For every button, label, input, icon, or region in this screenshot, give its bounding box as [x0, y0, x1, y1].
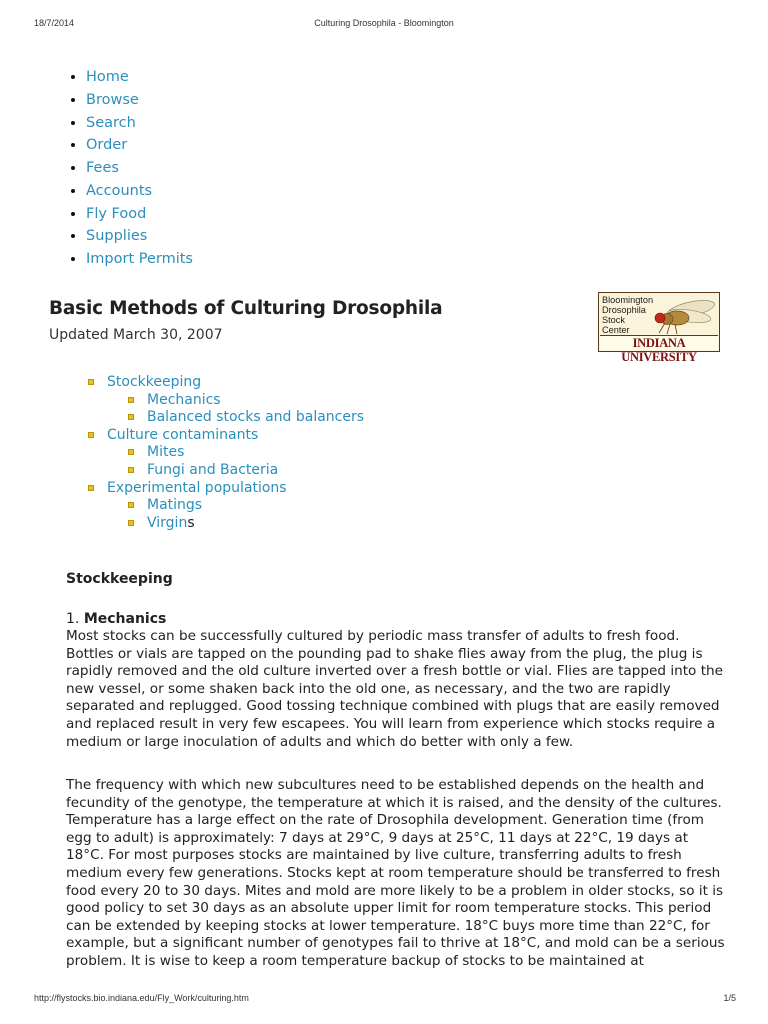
nav-link-fly-food[interactable]: Fly Food [86, 205, 147, 222]
nav-item-supplies [86, 225, 193, 248]
nav-link-search[interactable]: Search [86, 114, 136, 131]
toc-item [126, 444, 364, 462]
print-date: 18/7/2014 [34, 18, 75, 28]
nav-item-browse [86, 89, 193, 112]
print-url: http://flystocks.bio.indiana.edu/Fly_Work/culturing.htm [34, 993, 249, 1003]
print-footer [0, 993, 768, 1007]
toc-link-mechanics[interactable]: Mechanics [147, 391, 221, 408]
toc-sublist [107, 392, 364, 427]
toc-item [126, 515, 364, 533]
nav-item-fly-food [86, 203, 193, 226]
nav-item-import-permits [86, 248, 193, 271]
toc-sublist [107, 444, 364, 479]
toc-item [126, 409, 364, 427]
nav-link-import-permits[interactable]: Import Permits [86, 251, 193, 267]
nav-item-accounts [86, 180, 193, 203]
toc-link-fungi-bacteria[interactable]: Fungi and Bacteria [147, 461, 279, 478]
subheading-number: 1. [66, 611, 84, 627]
body-paragraph: The frequency with which new subcultures need to be established depends on the health and fecundity of the genotype, the temperature at which it is raised, and the density of the cultures. Temperature has a large effect on the rate of Drosophila development. Generation time (from egg to adult) is approximately: 7 days at 29°C, 9 days at 25°C, 11 days at 22°C, 19 days at 18°C. For most purposes stocks are maintained by live culture, transferring adults to fresh medium every few generations. Stocks kept at room temperature should be transferred to fresh food every 20 to 30 days. Mites and mold are more likely to be a problem in older stocks, so it is good policy to set 30 days as an absolute upper limit for room temperature stocks. This period can be extended by keeping stocks at lower temperature. 18°C buys more time than 22°C, for example, but a significant number of genotypes fail to thrive at 18°C, and mold can be a serious problem. It is wise to keep a room temperature backup of stocks to be maintained at [66, 777, 725, 969]
toc-link-culture-contaminants[interactable]: Culture contaminants [107, 426, 259, 443]
toc-virgins-suffix: s [187, 514, 195, 531]
table-of-contents [86, 374, 364, 532]
nav-link-accounts[interactable]: Accounts [86, 182, 153, 199]
toc-item [126, 497, 364, 515]
toc-link-mites[interactable]: Mites [147, 444, 185, 461]
nav-link-home[interactable]: Home [86, 69, 129, 85]
toc-item [86, 374, 364, 427]
toc-link-experimental-populations[interactable]: Experimental populations [107, 479, 287, 496]
toc-item [126, 462, 364, 480]
logo-line: Stock [602, 315, 625, 326]
print-page-number: 1/5 [723, 993, 736, 1003]
logo-university-band: INDIANA UNIVERSITY [600, 335, 718, 350]
nav-link-browse[interactable]: Browse [86, 91, 139, 108]
nav-item-home [86, 66, 193, 89]
bdsc-logo[interactable] [598, 292, 720, 364]
logo-line: Drosophila [602, 305, 646, 316]
toc-item [86, 427, 364, 480]
nav-item-order [86, 134, 193, 157]
logo-line: Bloomington [602, 295, 654, 305]
page-title: Basic Methods of Culturing Drosophila [49, 298, 443, 319]
nav-item-search [86, 112, 193, 135]
toc-link-virgins[interactable]: Virgin [147, 514, 188, 531]
nav-link-order[interactable]: Order [86, 137, 128, 154]
print-header [0, 18, 768, 32]
logo-line: Center [602, 325, 630, 336]
toc-link-balanced-stocks[interactable]: Balanced stocks and balancers [147, 409, 365, 426]
updated-date: Updated March 30, 2007 [49, 327, 223, 343]
fruit-fly-icon [645, 296, 719, 336]
print-page-title: Culturing Drosophila - Bloomington [314, 18, 454, 28]
body-paragraph: Most stocks can be successfully cultured by periodic mass transfer of adults to fresh food. Bottles or vials are tapped on the pounding pad to shake flies away from the plug, the plug is rapidly removed and the old culture inverted over a fresh bottle or vial. Flies are tapped into the new vessel, or some shaken back into the old one, as necessary, and the two are rapidly separated and replugged. Good tossing technique combined with plugs that are easily removed and replaced result in very few escapees. You will learn from experience which stocks require a medium or large inoculation of adults and which do better with only a few. [66, 628, 724, 750]
toc-link-stockkeeping[interactable]: Stockkeeping [107, 374, 202, 390]
nav-link-fees[interactable]: Fees [86, 160, 119, 176]
site-nav [64, 66, 193, 271]
toc-item [86, 480, 364, 533]
nav-item-fees [86, 157, 193, 180]
toc-sublist [107, 497, 364, 532]
toc-link-matings[interactable]: Matings [147, 497, 203, 514]
nav-link-supplies[interactable]: Supplies [86, 228, 148, 245]
subheading-mechanics [66, 611, 166, 627]
section-heading-stockkeeping: Stockkeeping [66, 571, 173, 587]
toc-item [126, 392, 364, 410]
subheading-title: Mechanics [83, 611, 167, 627]
